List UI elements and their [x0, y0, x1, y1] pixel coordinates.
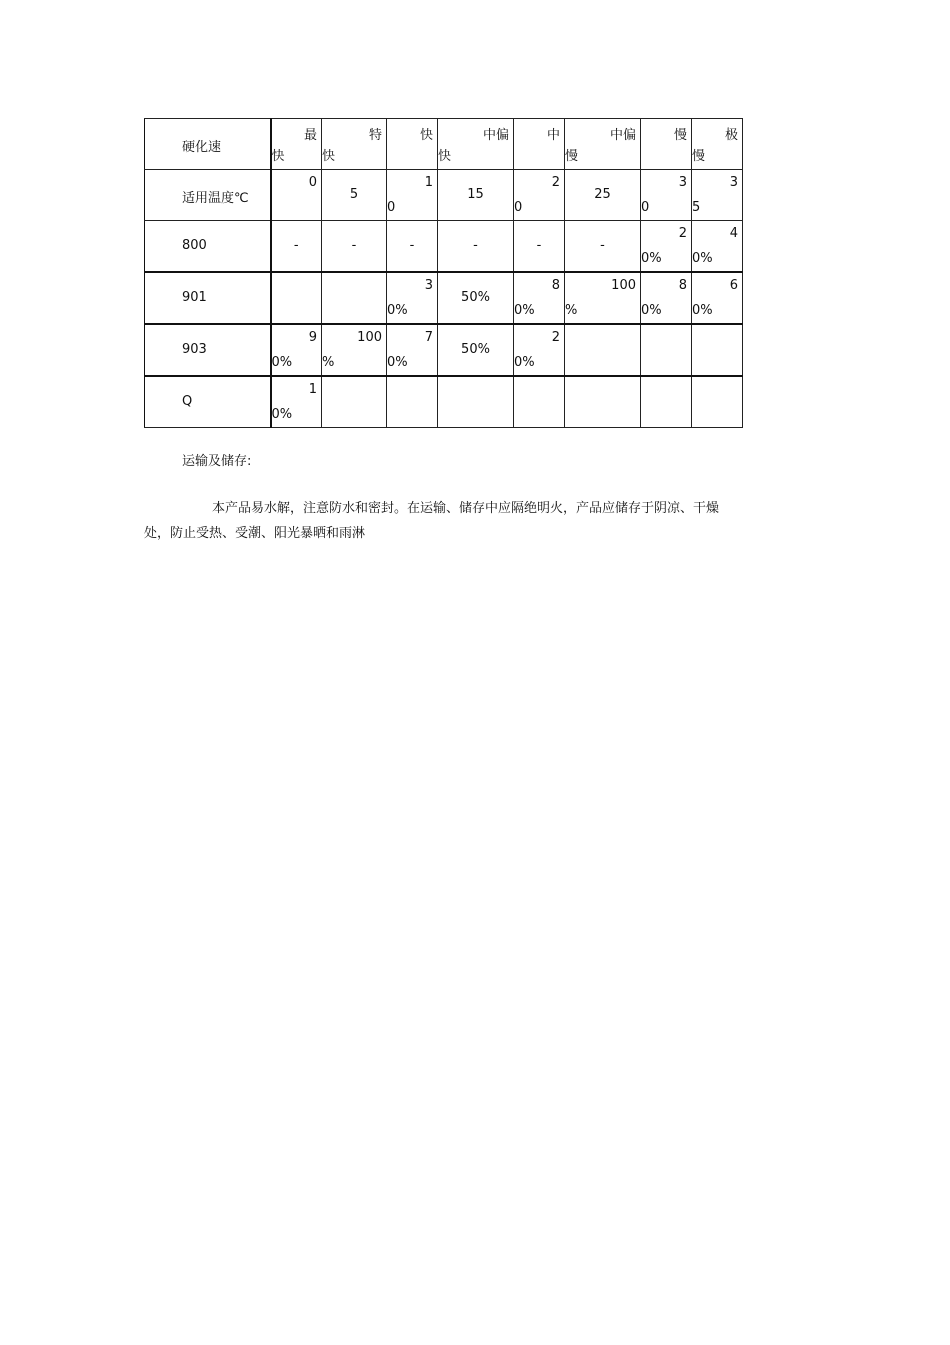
- storage-paragraph-line-2: 处，防止受热、受潮、阳光暴晒和雨淋: [144, 526, 366, 541]
- section-heading: 运输及储存:: [182, 454, 252, 469]
- cell-text-bottom: 0%: [387, 303, 408, 318]
- cell-text-top: 4: [729, 226, 738, 241]
- cell-text-top: 3: [678, 175, 687, 190]
- cell-text-top: 中偏: [482, 128, 509, 143]
- cell-text-mid: -: [600, 238, 605, 253]
- table-row: [145, 376, 743, 428]
- table-cell: [641, 376, 692, 428]
- row-label: 800: [182, 238, 207, 253]
- table-cell: [322, 221, 387, 273]
- cell-text-bottom: 快: [271, 149, 285, 164]
- cell-text-top: 3: [424, 278, 433, 293]
- table-cell: [641, 119, 692, 170]
- cell-text-mid: -: [536, 238, 542, 253]
- row-label-cell: [145, 119, 271, 170]
- cell-text-mid: 50%: [461, 342, 490, 357]
- cell-text-bottom: 0: [514, 200, 523, 215]
- table-cell: [565, 272, 641, 324]
- table-cell: [692, 170, 743, 221]
- cell-text-top: 2: [551, 330, 560, 345]
- cell-text-bottom: 0%: [641, 251, 662, 266]
- cell-text-bottom: 0%: [692, 251, 713, 266]
- table-cell: [514, 119, 565, 170]
- table-cell: [692, 272, 743, 324]
- table-cell: [641, 221, 692, 273]
- cell-text-bottom: 慢: [692, 149, 706, 164]
- row-label: 901: [182, 290, 207, 305]
- cell-text-bottom: 快: [322, 149, 336, 164]
- cell-text-bottom: 0%: [641, 303, 662, 318]
- table-cell: [271, 170, 322, 221]
- row-label-cell: [145, 272, 271, 324]
- table-row: [145, 170, 743, 221]
- cell-text-bottom: 0%: [514, 355, 535, 370]
- table-row: [145, 324, 743, 376]
- table-cell: [641, 272, 692, 324]
- table-cell: [271, 376, 322, 428]
- cell-text-bottom: 0%: [692, 303, 713, 318]
- table-cell: [514, 324, 565, 376]
- table-cell: [387, 221, 438, 273]
- table-cell: [514, 221, 565, 273]
- cell-text-mid: 5: [349, 187, 359, 202]
- row-label-cell: [145, 221, 271, 273]
- table-cell: [692, 376, 743, 428]
- table-cell: [271, 221, 322, 273]
- table-cell: [271, 272, 322, 324]
- cell-text-top: 中偏: [609, 128, 636, 143]
- table-cell: [438, 119, 514, 170]
- cell-text-bottom: 0%: [271, 355, 293, 370]
- cell-text-top: 极: [724, 128, 738, 143]
- cell-text-bottom: 0%: [514, 303, 535, 318]
- table-cell: [514, 376, 565, 428]
- cell-text-mid: 25: [594, 187, 611, 202]
- cell-text-top: 7: [424, 330, 433, 345]
- cell-text-top: 3: [729, 175, 738, 190]
- table-row: [145, 272, 743, 324]
- cell-text-mid: -: [473, 238, 478, 253]
- cell-text-top: 2: [551, 175, 560, 190]
- table-cell: [322, 170, 387, 221]
- cell-text-top: 2: [678, 226, 687, 241]
- row-label: 硬化速: [182, 140, 222, 155]
- cell-text-bottom: 0%: [387, 355, 408, 370]
- cell-text-top: 9: [308, 330, 317, 345]
- table-cell: [322, 119, 387, 170]
- row-label: 903: [182, 342, 207, 357]
- table-cell: [387, 170, 438, 221]
- table-cell: [322, 324, 387, 376]
- table-cell: [271, 119, 322, 170]
- table-cell: [438, 376, 514, 428]
- cell-text-bottom: 0%: [271, 407, 293, 422]
- table-cell: [565, 376, 641, 428]
- table-cell: [565, 119, 641, 170]
- cell-text-bottom: 慢: [565, 149, 579, 164]
- cell-text-bottom: 5: [692, 200, 701, 215]
- cell-text-top: 最: [303, 128, 317, 143]
- table-cell: [514, 272, 565, 324]
- row-label-cell: [145, 324, 271, 376]
- table-cell: [641, 170, 692, 221]
- cell-text-mid: -: [293, 238, 299, 253]
- row-label-cell: [145, 376, 271, 428]
- cell-text-top: 8: [678, 278, 687, 293]
- cell-text-bottom: %: [565, 303, 578, 318]
- cell-text-top: 快: [419, 128, 433, 143]
- table-cell: [438, 221, 514, 273]
- table-cell: [692, 119, 743, 170]
- table-cell: [692, 324, 743, 376]
- cell-text-top: 慢: [673, 128, 687, 143]
- cell-text-mid: -: [409, 238, 415, 253]
- table-cell: [271, 324, 322, 376]
- table-cell: [565, 221, 641, 273]
- cell-text-top: 1: [424, 175, 433, 190]
- table-cell: [387, 376, 438, 428]
- table-cell: [387, 119, 438, 170]
- table-cell: [692, 221, 743, 273]
- cure-speed-table: [144, 118, 743, 428]
- table-cell: [514, 170, 565, 221]
- table-cell: [565, 324, 641, 376]
- row-label: 适用温度℃: [182, 191, 249, 206]
- cell-text-bottom: 0: [387, 200, 396, 215]
- table-cell: [438, 324, 514, 376]
- cell-text-top: 0: [308, 175, 317, 190]
- cell-text-top: 100: [611, 278, 636, 293]
- table-cell: [438, 272, 514, 324]
- table-cell: [322, 376, 387, 428]
- cell-text-bottom: 快: [438, 149, 452, 164]
- table-cell: [387, 272, 438, 324]
- table-cell: [322, 272, 387, 324]
- cell-text-mid: -: [351, 238, 357, 253]
- table-cell: [438, 170, 514, 221]
- cell-text-bottom: 0: [641, 200, 650, 215]
- cell-text-top: 8: [551, 278, 560, 293]
- row-label: Q: [182, 394, 193, 409]
- storage-paragraph-line-1: 本产品易水解，注意防水和密封。在运输、储存中应隔绝明火，产品应储存于阴凉、干燥: [212, 501, 720, 516]
- table-row: [145, 221, 743, 273]
- table-cell: [641, 324, 692, 376]
- cell-text-top: 6: [729, 278, 738, 293]
- cell-text-top: 特: [368, 128, 382, 143]
- table-row: [145, 119, 743, 170]
- cell-text-mid: 50%: [461, 290, 490, 305]
- table-cell: [565, 170, 641, 221]
- cell-text-bottom: %: [322, 355, 335, 370]
- row-label-cell: [145, 170, 271, 221]
- cell-text-top: 中: [546, 128, 560, 143]
- cell-text-mid: 15: [467, 187, 484, 202]
- table-cell: [387, 324, 438, 376]
- cell-text-top: 100: [357, 330, 382, 345]
- cell-text-top: 1: [308, 382, 317, 397]
